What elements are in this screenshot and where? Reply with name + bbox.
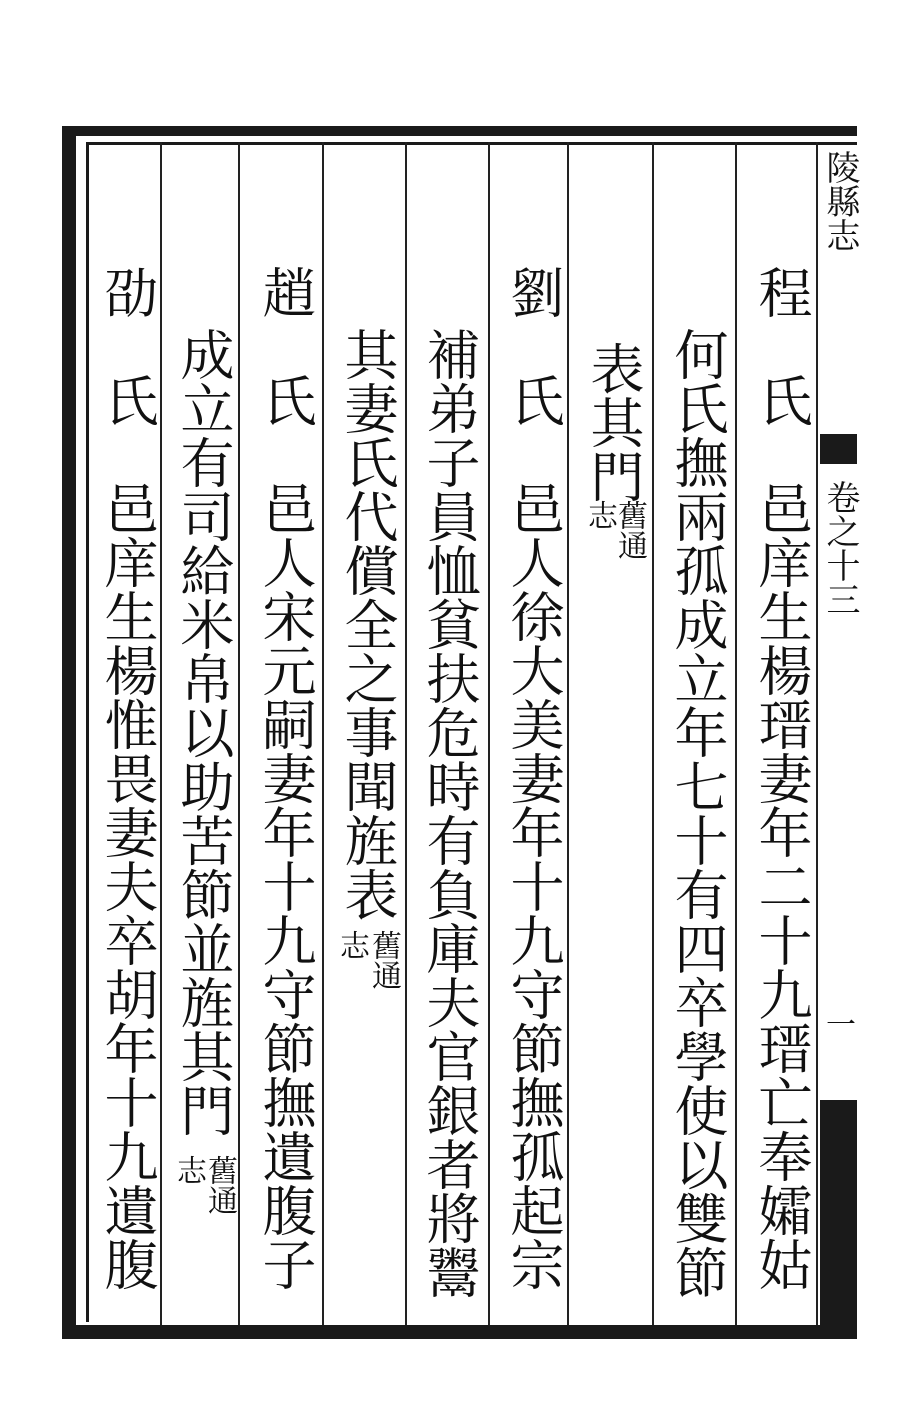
column-rule xyxy=(160,142,162,1325)
inner-top-border xyxy=(86,142,857,145)
fish-tail-mark xyxy=(820,1100,857,1325)
annotation-note: 舊通 xyxy=(366,930,401,990)
column-rule xyxy=(405,142,407,1325)
text-column: 劉 氏 邑人徐大美妻年十九守節撫孤起宗 xyxy=(502,265,565,1291)
page-number: 一 xyxy=(826,1008,856,1043)
annotation-note: 志 xyxy=(334,930,369,960)
text-column: 成立有司給米帛以助苦節並旌其門 xyxy=(172,327,235,1137)
margin-title: 陵縣志 xyxy=(820,150,860,252)
text-column: 趙 氏 邑人宋元嗣妻年十九守節撫遺腹子 xyxy=(254,265,317,1291)
column-rule xyxy=(322,142,324,1325)
annotation-note: 舊通 xyxy=(612,500,647,560)
text-column: 補弟子員恤貧扶危時有負庫夫官銀者將鬻 xyxy=(418,327,481,1299)
text-column: 表其門 xyxy=(582,341,645,503)
annotation-note: 舊通 xyxy=(202,1155,237,1215)
column-rule xyxy=(816,142,818,1325)
annotation-note: 志 xyxy=(582,500,617,530)
text-column: 劭 氏 邑庠生楊惟畏妻夫卒胡年十九遺腹 xyxy=(96,265,159,1291)
inner-left-border xyxy=(86,142,89,1322)
column-rule xyxy=(567,142,569,1325)
column-rule xyxy=(652,142,654,1325)
text-column: 何氏撫兩孤成立年七十有四卒學使以雙節 xyxy=(666,327,729,1299)
frame-bottom-border xyxy=(62,1325,857,1339)
column-rule xyxy=(488,142,490,1325)
text-column: 程 氏 邑庠生楊瑨妻年二十九瑨亡奉孀姑 xyxy=(750,265,813,1291)
text-column: 其妻氏代償全之事聞旌表 xyxy=(336,327,399,921)
column-rule xyxy=(735,142,737,1325)
column-rule xyxy=(238,142,240,1325)
annotation-note: 志 xyxy=(171,1155,206,1185)
fish-tail-mark xyxy=(820,434,857,464)
margin-juan: 卷之十三 xyxy=(820,480,860,616)
frame-top-border xyxy=(62,126,857,136)
frame-left-border xyxy=(62,126,76,1339)
